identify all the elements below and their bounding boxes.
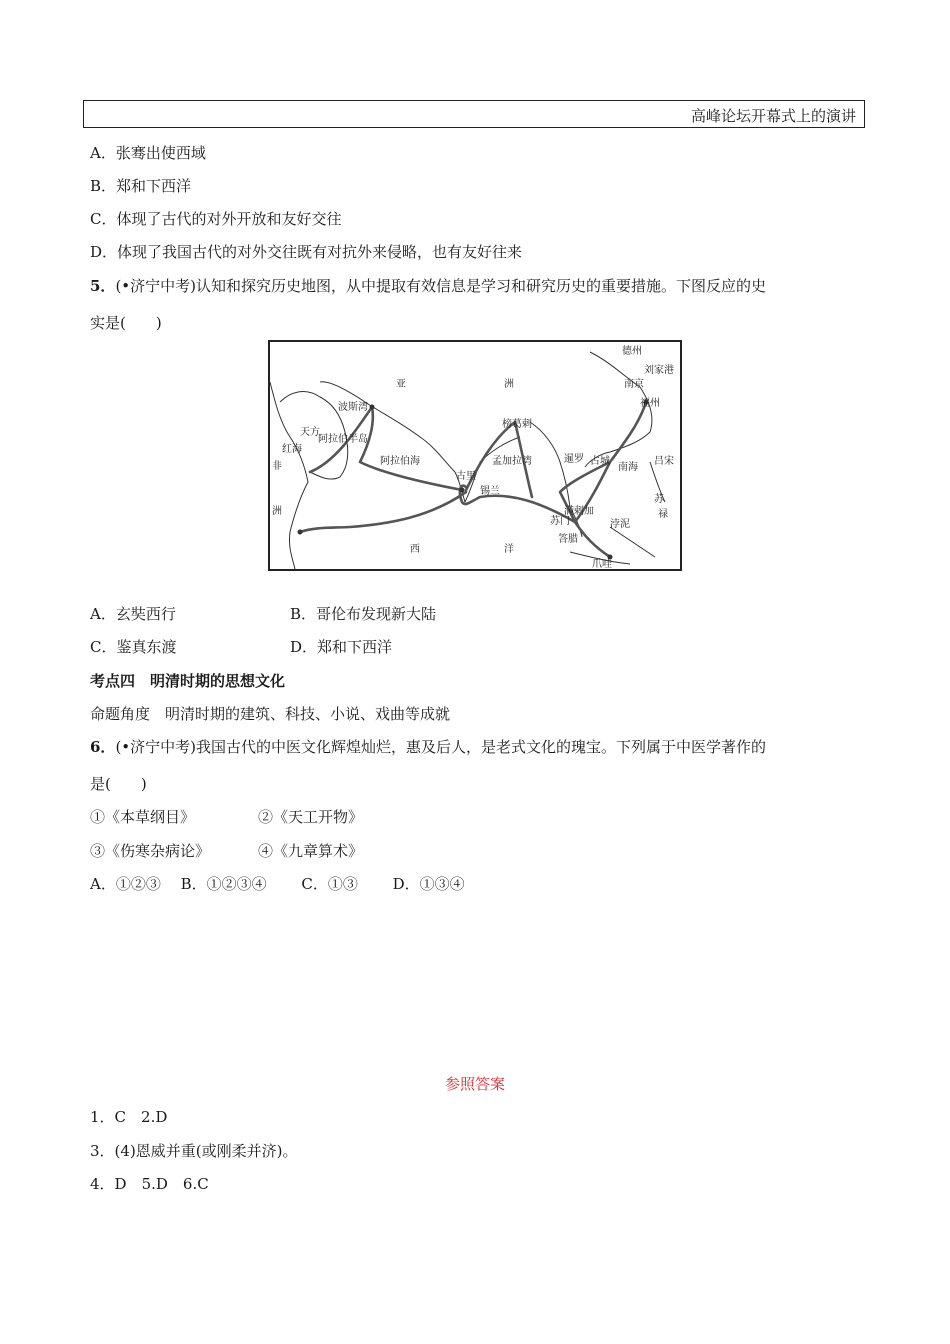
q6-options: A．①②③ B．①②③④ C．①③ D．①③④	[90, 875, 465, 893]
label-xianluo: 暹罗	[564, 454, 584, 465]
label-zhancheng: 占城	[590, 456, 610, 467]
q4-option-c: C．体现了古代的对外开放和友好交往	[90, 210, 342, 228]
label-nanhai: 南海	[618, 462, 638, 473]
label-fuzhou: 福州	[640, 398, 660, 409]
q5-options-row2	[90, 636, 176, 657]
label-zhou-africa: 洲	[272, 506, 282, 517]
q5-option-a: A．玄奘西行	[90, 605, 176, 623]
route-west	[300, 492, 466, 532]
quote-box-text: 高峰论坛开幕式上的演讲	[690, 107, 856, 125]
q5-stem-line2: 实是( )	[90, 314, 162, 332]
q5-options-row1	[90, 603, 176, 624]
map-drawing	[270, 342, 680, 569]
label-boni: 浡泥	[610, 519, 630, 530]
label-zhou-asia: 洲	[504, 379, 514, 390]
coast-africa	[270, 382, 308, 569]
q6-stem-line2: 是( )	[90, 775, 147, 793]
section-angle: 命题角度 明清时期的建筑、科技、小说、戏曲等成就	[90, 705, 451, 723]
q4-option-d: D．体现了我国古代的对外交往既有对抗外来侵略，也有友好往来	[90, 243, 523, 261]
q6-item-2: ②《天工开物》	[258, 808, 364, 826]
q5-option-b: B．哥伦布发现新大陆	[290, 605, 437, 623]
answer-line-1: 1．C 2.D	[90, 1108, 168, 1126]
answer-line-3: 4．D 5.D 6.C	[90, 1175, 209, 1193]
q5-number: 5．	[90, 277, 116, 295]
label-manlajia: 满剌加	[564, 506, 594, 517]
label-liujiagang: 刘家港	[644, 365, 674, 376]
label-bosiwan: 波斯湾	[338, 402, 368, 413]
label-dezhou: 德州	[622, 346, 642, 357]
route-java	[575, 522, 610, 557]
label-xilan: 锡兰	[480, 486, 500, 497]
q6-stem-line1	[90, 736, 766, 757]
zheng-he-voyage-map	[268, 340, 682, 571]
q6-item-4: ④《九章算术》	[258, 842, 364, 860]
route-arabia	[360, 407, 462, 490]
label-zhuawa: 爪哇	[592, 559, 612, 569]
label-su: 苏	[654, 494, 664, 505]
q5-option-d: D．郑和下西洋	[290, 638, 393, 656]
quote-box	[83, 100, 865, 128]
q6-item-1: ①《本草纲目》	[90, 808, 196, 826]
q5-option-c: C．鉴真东渡	[90, 638, 177, 656]
q6-text: (•济宁中考)我国古代的中医文化辉煌灿烂，惠及后人，是老式文化的瑰宝。下列属于中医学著作的	[115, 738, 766, 756]
label-xi: 西	[410, 544, 420, 555]
label-sumen: 苏门	[550, 516, 570, 527]
label-bangela: 榜葛剌	[502, 419, 532, 430]
label-dala: 答腊	[558, 534, 578, 545]
label-fei: 非	[272, 461, 282, 472]
label-lu: 禄	[658, 509, 668, 520]
answer-line-2: 3．(4)恩威并重(或刚柔并济)。	[90, 1142, 298, 1160]
q6-item-3: ③《伤寒杂病论》	[90, 842, 211, 860]
label-alabo-bandao: 阿拉伯半岛	[318, 434, 368, 445]
label-tianfang: 天方	[300, 427, 320, 438]
section-heading: 考点四 明清时期的思想文化	[90, 672, 286, 690]
answers-title: 参照答案	[444, 1075, 505, 1093]
label-hongshan: 红海	[282, 444, 302, 455]
q6-number: 6．	[90, 738, 116, 756]
label-nanjing: 南京	[624, 379, 644, 390]
q4-option-b: B．郑和下西洋	[90, 177, 192, 195]
label-yang: 洋	[504, 544, 514, 555]
label-mengjialawan: 孟加拉湾	[492, 456, 532, 467]
label-ya: 亚	[396, 379, 406, 390]
label-guli: 古里	[456, 471, 476, 482]
q5-text: (•济宁中考)认知和探究历史地图，从中提取有效信息是学习和研究历史的重要措施。下图反应的史	[115, 277, 766, 295]
q5-stem-line1	[90, 275, 766, 296]
q4-option-a: A．张骞出使西域	[90, 144, 206, 162]
label-lvsong: 吕宋	[654, 456, 674, 467]
label-alabohai: 阿拉伯海	[380, 456, 420, 467]
